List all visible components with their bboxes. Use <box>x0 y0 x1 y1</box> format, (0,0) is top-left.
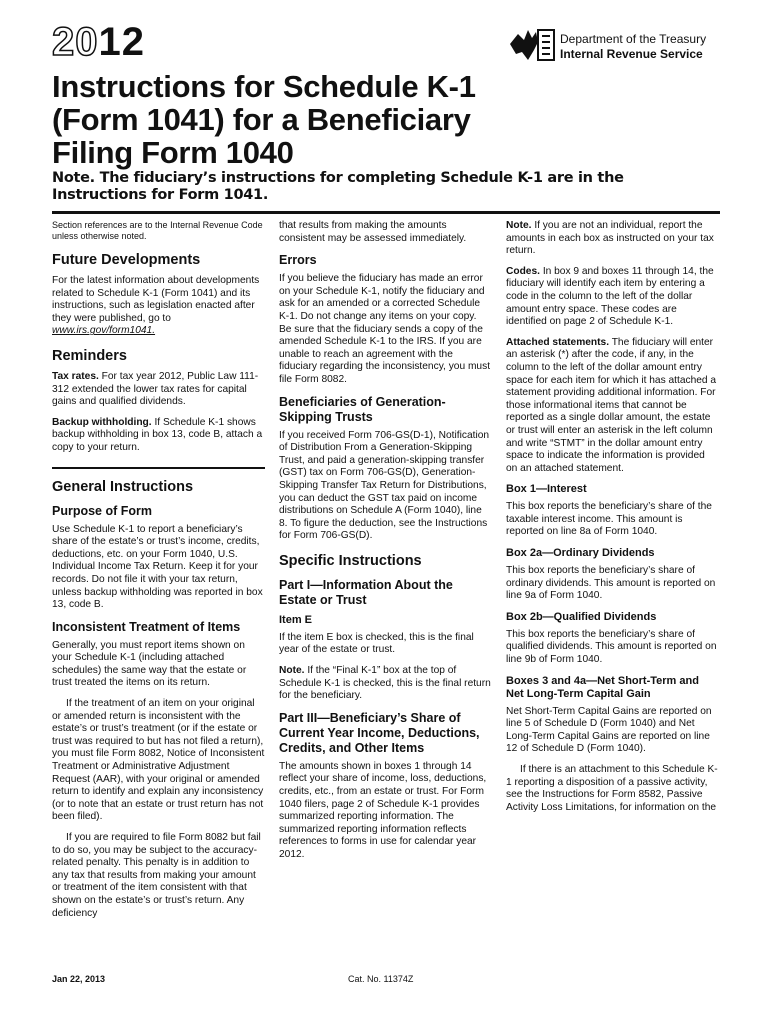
tax-year-solid: 12 <box>98 20 145 64</box>
inconsistent-treatment-p3: If you are required to file Form 8082 but fail to do so, you may be subject to the accuracy-related penalty. This penalty is in addition to any tax that results from making your amount or treatment of the item consistent with that shown on the estate’s or trust’s return. Any deficiency <box>52 832 261 919</box>
column-3 <box>506 220 718 822</box>
fiduciary-note: Note. The fiduciary’s instructions for completing Schedule K-1 are in the Instructions for Form 1041. <box>52 170 624 203</box>
backup-withholding-paragraph <box>52 417 265 455</box>
errors-text: If you believe the fiduciary has made an error on your Schedule K-1, notify the fiduciary and ask for an amended or a corrected Schedule K-1. Do not change any items on your copy. Be sure that the fiduciary sends a copy of the amended Schedule K-1 to the IRS. If you are unable to reach an agreement with the fiduciary regarding the inconsistency, you must file Form 8082. <box>279 273 491 385</box>
box2b-text: This box reports the beneficiary’s share of qualified dividends. This amount is reported on line 9b of Form 1040. <box>506 628 717 666</box>
column-2 <box>279 220 491 870</box>
attached-statements-paragraph <box>506 337 718 476</box>
continued-text: that results from making the amounts consistent may be assessed immediately. <box>279 220 467 244</box>
title-line-1: Instructions for Schedule K-1 <box>52 69 476 104</box>
header-divider <box>52 211 720 214</box>
codes-text: In box 9 and boxes 11 through 14, the fiduciary will identify each item by entering a code in the column to the left of the dollar amount entry space. These codes are identified on page 2 of Schedule K-1. <box>506 265 714 328</box>
page-title <box>52 70 572 169</box>
future-developments-body: For the latest information about developments related to Schedule K-1 (Form 1041) and its instructions, such as legislation enacted after they were published, go to <box>52 275 260 324</box>
general-instructions-divider <box>52 467 265 469</box>
title-line-2: (Form 1041) for a Beneficiary <box>52 102 471 137</box>
backup-withholding-text: If Schedule K-1 shows backup withholding in box 13, code B, attach a copy to your return. <box>52 416 263 453</box>
column-1 <box>52 220 265 928</box>
inconsistent-treatment-p2: If the treatment of an item on your original or amended return is inconsistent with the estate’s or trust’s treatment (or if the estate or trust was required to but has not filed a return), you must file Form 8082, Notice of Inconsistent Treatment or Administrative Adjustment Request (AAR), with your original or amended return to identify and explain any inconsistency (or to note that an estate or trust return has not been filed). <box>52 698 265 823</box>
section-references: Section references are to the Internal Revenue Code unless otherwise noted. <box>52 220 263 241</box>
catalog-number: Cat. No. 11374Z <box>348 974 414 984</box>
general-instructions-heading: General Instructions <box>52 478 194 495</box>
codes-lead: Codes. <box>506 265 540 277</box>
footer-date: Jan 22, 2013 <box>52 974 106 984</box>
codes-paragraph <box>506 266 718 329</box>
part3-text: The amounts shown in boxes 1 through 14 reflect your share of income, loss, deductions, credits, etc., from an estate or trust. For Form 1040 filers, page 2 of Schedule K-1 provides summarized reporting information. The summarized reporting information reflects references to forms in use for calendar year 2012. <box>279 760 487 860</box>
non-individual-note <box>506 220 718 258</box>
reminders-heading: Reminders <box>52 347 127 364</box>
irs-eagle-logo-icon <box>508 26 556 66</box>
agency-department: Department of the Treasury <box>560 32 707 46</box>
part3-heading: Part III—Beneficiary’s Share of Current Year Income, Deductions, Credits, and Other Items <box>279 710 480 755</box>
box2b-heading: Box 2b—Qualified Dividends <box>506 610 657 623</box>
non-individual-note-lead: Note. <box>506 220 532 231</box>
item-e-text: If the item E box is checked, this is the final year of the estate or trust. <box>279 631 474 656</box>
final-k1-note-text: If the “Final K-1” box at the top of Schedule K-1 is checked, this is the final return for the beneficiary. <box>279 665 491 702</box>
final-k1-note <box>279 665 491 703</box>
gst-beneficiaries-text: If you received Form 706-GS(D-1), Notification of Distribution From a Generation-Skipping Trust, and paid a generation-skipping transfer (GST) tax on Form 706-GS(D), Generation-Skipping Transfer Tax Return for Distributions, you can deduct the GST tax paid on income distributions on Schedule A (Form 1040), line 8. To figure the deduction, see the Instructions for Form 706-GS(D). <box>279 429 490 542</box>
box3-4a-text-2: If there is an attachment to this Schedule K-1 reporting a disposition of a passive activity, see the Instructions for Form 8582, Passive Activity Loss Limitations, for information on the <box>506 764 718 813</box>
box1-text: This box reports the beneficiary’s share of the taxable interest income. This amount is reported on line 8a of Form 1040. <box>506 501 712 538</box>
specific-instructions-heading: Specific Instructions <box>279 552 422 569</box>
tax-rates-lead: Tax rates. <box>52 370 99 382</box>
future-developments-text <box>52 275 265 338</box>
non-individual-note-text: If you are not an individual, report the amounts in each box as instructed on your tax return. <box>506 220 714 257</box>
box1-heading: Box 1—Interest <box>506 483 587 496</box>
final-k1-note-lead: Note. <box>279 665 305 677</box>
box3-4a-heading: Boxes 3 and 4a—Net Short-Term and Net Long-Term Capital Gain <box>506 674 699 700</box>
inconsistent-treatment-p1: Generally, you must report items shown on your Schedule K-1 (including attached schedules) the same way that the estate or trust treated the items on its return. <box>52 639 247 689</box>
box3-4a-text: Net Short-Term Capital Gains are reported on line 5 of Schedule D (Form 1040) and Net Long-Term Capital Gains are reported on line 12 of Schedule D (Form 1040). <box>506 705 712 755</box>
tax-rates-text: For tax year 2012, Public Law 111-312 extended the lower tax rates for capital gains and qualified dividends. <box>52 370 259 408</box>
attached-statements-text: The fiduciary will enter an asterisk (*) after the code, if any, in the column to the left of the dollar amount entry space for each item for which it has attached a statement providing additional information. For those informational items that cannot be reported as a single dollar amount, the estate or trust will enter an asterisk in the left column and write “STMT” in the dollar amount entry space to indicate the information is provided on an attached statement. <box>506 336 717 474</box>
irs-form1041-link[interactable]: www.irs.gov/form1041. <box>52 325 156 337</box>
purpose-of-form-heading: Purpose of Form <box>52 503 153 518</box>
part1-heading: Part I—Information About the Estate or Trust <box>279 577 453 607</box>
attached-statements-lead: Attached statements. <box>506 336 610 348</box>
item-e-heading: Item E <box>279 613 313 626</box>
tax-year <box>52 22 145 62</box>
errors-heading: Errors <box>279 253 317 268</box>
gst-beneficiaries-heading: Beneficiaries of Generation-Skipping Trusts <box>279 394 446 424</box>
title-line-3: Filing Form 1040 <box>52 135 294 170</box>
backup-withholding-lead: Backup withholding. <box>52 416 152 428</box>
irs-header <box>508 26 748 70</box>
inconsistent-treatment-heading: Inconsistent Treatment of Items <box>52 619 241 634</box>
purpose-of-form-text: Use Schedule K-1 to report a beneficiary’s share of the estate’s or trust’s income, credits, deductions, etc. on your Form 1040, U.S. Individual Income Tax Return. Keep it for your records. Do not file it with your tax return, unless backup withholding was reported in box 13, code B. <box>52 523 263 611</box>
future-developments-heading: Future Developments <box>52 252 201 268</box>
box2a-text: This box reports the beneficiary’s share of ordinary dividends. This amount is reported on line 9a of Form 1040. <box>506 565 716 602</box>
tax-rates-paragraph <box>52 371 265 409</box>
agency-service: Internal Revenue Service <box>560 47 703 61</box>
tax-year-outline: 20 <box>52 20 99 64</box>
box2a-heading: Box 2a—Ordinary Dividends <box>506 547 655 560</box>
